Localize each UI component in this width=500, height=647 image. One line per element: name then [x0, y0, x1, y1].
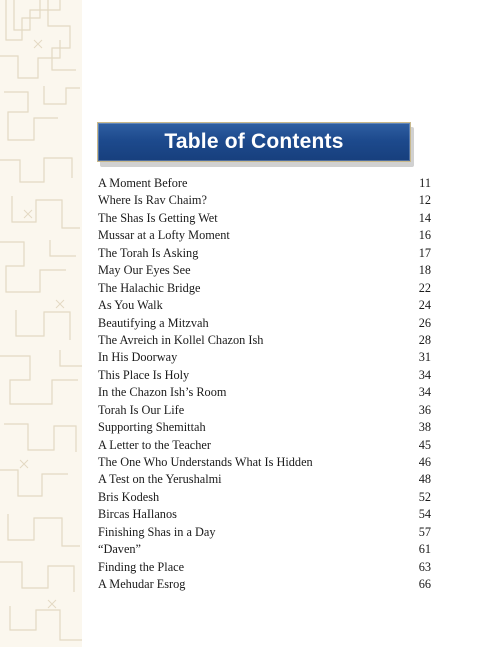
toc-entry[interactable] — [98, 175, 431, 192]
toc-entry[interactable] — [98, 437, 431, 454]
toc-entry[interactable] — [98, 489, 431, 506]
toc-entry-title: The Shas Is Getting Wet — [98, 210, 218, 225]
toc-entry-title: A Letter to the Teacher — [98, 437, 211, 452]
toc-entry-title: “Daven” — [98, 542, 142, 557]
table-of-contents-list — [98, 175, 431, 594]
toc-entry[interactable] — [98, 506, 431, 523]
toc-entry[interactable] — [98, 454, 431, 471]
toc-entry-title: Finding the Place — [98, 559, 185, 574]
toc-entry[interactable] — [98, 471, 431, 488]
toc-entry-page: 17 — [418, 245, 431, 260]
toc-entry-page: 52 — [418, 489, 431, 504]
toc-entry-page: 66 — [418, 577, 431, 592]
maze-pattern-graphic — [0, 0, 82, 647]
decorative-side-border — [0, 0, 82, 647]
toc-entry-page: 45 — [418, 437, 431, 452]
toc-entry-title: Supporting Shemittah — [98, 420, 206, 435]
toc-entry-title: The Halachic Bridge — [98, 280, 201, 295]
banner-panel — [97, 122, 411, 162]
toc-entry[interactable] — [98, 367, 431, 384]
toc-entry-title: Finishing Shas in a Day — [98, 524, 216, 539]
toc-entry-page: 46 — [418, 455, 431, 469]
toc-entry[interactable] — [98, 262, 431, 279]
toc-entry[interactable] — [98, 227, 431, 244]
toc-entry-page: 16 — [418, 228, 431, 243]
toc-entry-title: A Mehudar Esrog — [98, 577, 186, 592]
toc-entry-page: 14 — [418, 210, 431, 225]
toc-entry-page: 38 — [418, 420, 431, 435]
toc-entry-page: 34 — [418, 367, 431, 382]
toc-entry-title: Mussar at a Lofty Moment — [98, 228, 230, 243]
toc-entry-page: 36 — [418, 402, 431, 417]
toc-entry-title: As You Walk — [98, 298, 163, 313]
toc-entry-title: The One Who Understands What Is Hidden — [98, 455, 313, 469]
toc-entry[interactable] — [98, 559, 431, 576]
toc-entry-title: The Avreich in Kollel Chazon Ish — [98, 332, 264, 347]
toc-entry-title: In the Chazon Ish’s Room — [98, 385, 227, 400]
toc-entry-page: 63 — [418, 559, 431, 574]
toc-entry[interactable] — [98, 192, 431, 209]
toc-entry-page: 11 — [419, 176, 431, 190]
toc-entry[interactable] — [98, 402, 431, 419]
toc-entry-title: May Our Eyes See — [98, 263, 191, 278]
toc-entry[interactable] — [98, 332, 431, 349]
toc-entry-title: Where Is Rav Chaim? — [98, 193, 207, 208]
toc-entry-title: In His Doorway — [98, 350, 178, 365]
toc-entry-page: 18 — [418, 263, 431, 278]
toc-entry[interactable] — [98, 576, 431, 593]
toc-entry[interactable] — [98, 315, 431, 332]
toc-entry[interactable] — [98, 297, 431, 314]
toc-entry[interactable] — [98, 245, 431, 262]
toc-entry[interactable] — [98, 384, 431, 401]
toc-entry-title: The Torah Is Asking — [98, 245, 199, 260]
toc-entry[interactable] — [98, 541, 431, 558]
toc-entry[interactable] — [98, 349, 431, 366]
toc-entry-title: Bris Kodesh — [98, 489, 160, 504]
toc-entry-page: 12 — [418, 193, 431, 208]
toc-entry-title: Torah Is Our Life — [98, 402, 185, 417]
toc-entry-page: 34 — [418, 385, 431, 400]
title-banner — [97, 122, 413, 164]
toc-entry-page: 28 — [418, 332, 431, 347]
toc-entry[interactable] — [98, 524, 431, 541]
toc-entry-title: This Place Is Holy — [98, 367, 190, 382]
toc-entry-page: 57 — [418, 524, 431, 539]
toc-entry-page: 61 — [418, 542, 431, 557]
toc-entry-title: A Moment Before — [98, 176, 188, 190]
page-title: Table of Contents — [164, 130, 344, 153]
toc-entry-title: Bircas HaIlanos — [98, 507, 177, 522]
toc-entry-title: A Test on the Yerushalmi — [98, 472, 222, 487]
toc-entry-page: 22 — [418, 280, 431, 295]
toc-entry-page: 54 — [418, 507, 431, 522]
toc-entry-page: 31 — [418, 350, 431, 365]
toc-entry-page: 48 — [418, 472, 431, 487]
toc-entry-page: 26 — [418, 315, 431, 330]
toc-entry-page: 24 — [418, 298, 431, 313]
toc-entry-title: Beautifying a Mitzvah — [98, 315, 209, 330]
toc-entry[interactable] — [98, 419, 431, 436]
toc-entry[interactable] — [98, 210, 431, 227]
toc-entry[interactable] — [98, 280, 431, 297]
